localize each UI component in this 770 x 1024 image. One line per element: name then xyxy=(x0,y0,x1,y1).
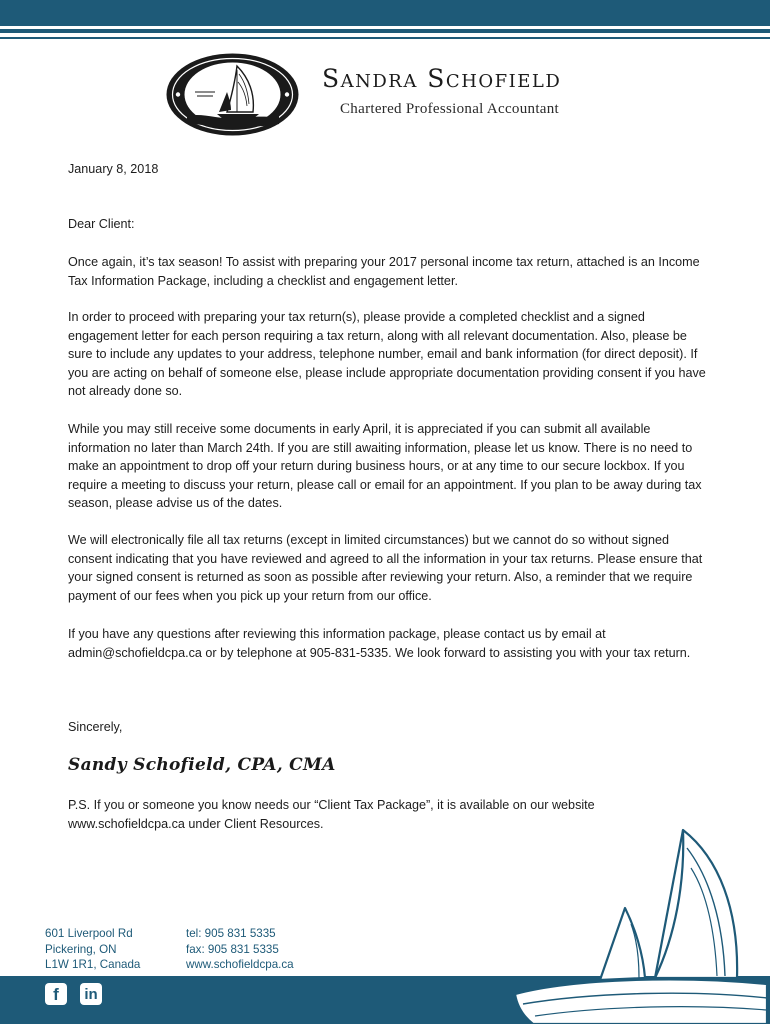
telephone: tel: 905 831 5335 xyxy=(186,927,276,940)
header-rule-thin xyxy=(0,37,770,39)
letter-date: January 8, 2018 xyxy=(68,162,159,176)
signature: Sandy Schofield, CPA, CMA xyxy=(68,755,336,775)
brand-name: Sandra Schofield xyxy=(322,64,562,93)
footer-address xyxy=(45,926,140,973)
paragraph-5: If you have any questions after reviewing this information package, please contact us by email at admin@schofieldcpa.ca or by telephone at 905-831-5335. We look forward to assisting you with your tax return. xyxy=(68,627,691,660)
website-link[interactable]: www.schofieldcpa.ca xyxy=(186,958,294,971)
closing: Sincerely, xyxy=(68,720,123,734)
sailboat-illustration-icon xyxy=(505,828,770,1024)
fax: fax: 905 831 5335 xyxy=(186,942,279,956)
address-line-3: L1W 1R1, Canada xyxy=(45,958,141,971)
brand-title: Chartered Professional Accountant xyxy=(340,101,560,117)
paragraph-4: We will electronically file all tax returns (except in limited circumstances) but we cannot do so without signed consent indicating that you have reviewed and agreed to all the information in your tax returns. Please ensure that your signed consent is returned as soon as possible after reviewing your return. Also, a reminder that we require payment of our fees when you pick up your return from our office. xyxy=(68,533,703,603)
header-rule xyxy=(0,29,770,33)
paragraph-1: Once again, it’s tax season! To assist with preparing your 2017 personal income tax return, attached is an Income Tax Information Package, including a checklist and engagement letter. xyxy=(68,255,700,288)
salutation: Dear Client: xyxy=(68,217,135,231)
footer-contact xyxy=(186,926,294,973)
sailboat-logo-icon xyxy=(165,52,300,137)
header-band xyxy=(0,0,770,26)
paragraph-2: In order to proceed with preparing your tax return(s), please provide a completed checklist and a signed engagement letter for each person requiring a tax return, along with all relevant documentation. Also, please be sure to include any updates to your address, telephone number, email and bank information (for direct deposit). If you are acting on behalf of someone else, please include appropriate documentation providing consent if you have not already done so. xyxy=(68,310,706,399)
linkedin-icon[interactable]: in xyxy=(80,983,102,1005)
address-line-2: Pickering, ON xyxy=(45,942,117,956)
paragraph-3: While you may still receive some documents in early April, it is appreciated if you can submit all available information no later than March 24th. If you are still awaiting information, please let us know. There is no need to make an appointment to drop off your return during business hours, or at any time to our secure lockbox. If you require a meeting to discuss your return, please call or email for an appointment. If you plan to be away during tax season, please advise us of the dates. xyxy=(68,422,702,511)
postscript: P.S. If you or someone you know needs our “Client Tax Package”, it is available on our website www.schofieldcpa.ca under Client Resources. xyxy=(68,798,595,831)
facebook-icon[interactable]: f xyxy=(45,983,67,1005)
address-line-1: 601 Liverpool Rd xyxy=(45,927,133,940)
